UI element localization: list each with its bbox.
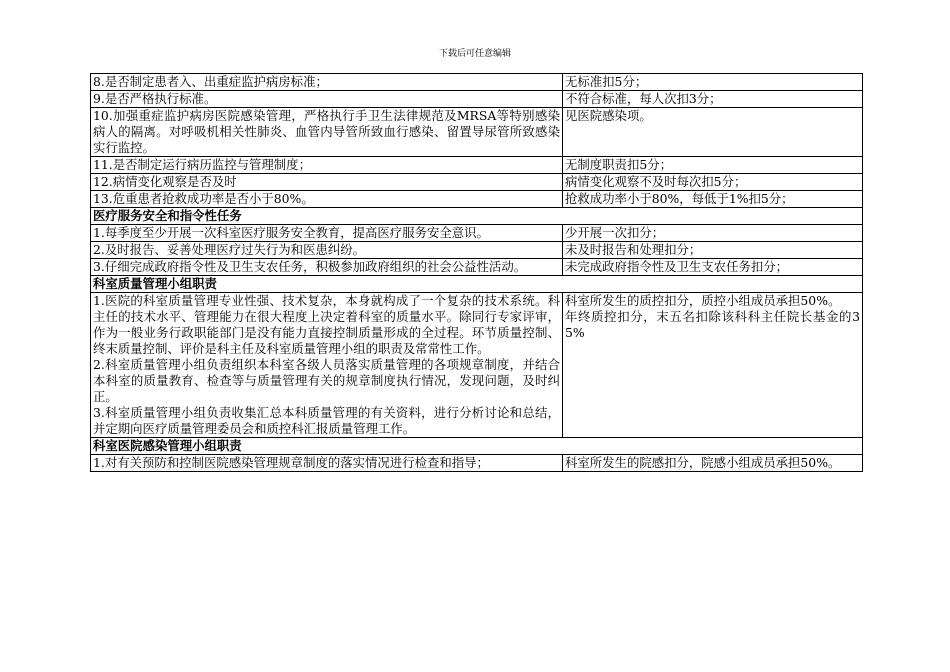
quality-paragraph-3: 3.科室质量管理小组负责收集汇总本科质量管理的有关资料，进行分析讨论和总结，并定期向医疗质量管理委员会和质控科汇报质量管理工作。 — [93, 405, 560, 436]
table-row — [91, 293, 863, 438]
section-row — [91, 276, 863, 293]
item-cell: 13.危重患者抢救成功率是否小于80%。 — [91, 191, 563, 208]
quality-paragraph-2: 2.科室质量管理小组负责组织本科室各级人员落实质量管理的各项规章制度，并结合本科室的质量教育、检查等与质量管理有关的规章制度执行情况，发现问题，及时纠正。 — [93, 357, 560, 404]
item-cell: 1.对有关预防和控制医院感染管理规章制度的落实情况进行检查和指导； — [91, 455, 563, 472]
score-cell: 无制度职责扣5分； — [563, 157, 863, 174]
section-title-quality: 科室质量管理小组职责 — [91, 276, 863, 293]
item-cell: 9.是否严格执行标准。 — [91, 91, 563, 108]
section-row — [91, 438, 863, 455]
header-note: 下载后可任意编辑 — [438, 49, 511, 59]
item-cell: 1.每季度至少开展一次科室医疗服务安全教育，提高医疗服务安全意识。 — [91, 225, 563, 242]
table-row — [91, 74, 863, 91]
score-cell: 无标准扣5分； — [563, 74, 863, 91]
item-cell — [91, 293, 563, 438]
quality-score-1: 科室所发生的质控扣分，质控小组成员承担50%。 — [565, 293, 841, 308]
item-cell: 3.仔细完成政府指令性及卫生支农任务，积极参加政府组织的社会公益性活动。 — [91, 259, 563, 276]
section-title-infection: 科室医院感染管理小组职责 — [91, 438, 863, 455]
table-row — [91, 157, 863, 174]
table-row — [91, 174, 863, 191]
score-cell: 不符合标准，每人次扣3分； — [563, 91, 863, 108]
table-row — [91, 242, 863, 259]
item-cell: 8.是否制定患者入、出重症监护病房标准； — [91, 74, 563, 91]
table-row — [91, 455, 863, 472]
table-row — [91, 225, 863, 242]
section-title-safety: 医疗服务安全和指令性任务 — [91, 208, 863, 225]
item-cell: 10.加强重症监护病房医院感染管理，严格执行手卫生法律规范及MRSA等特别感染病人的隔离。对呼吸机相关性肺炎、血管内导管所致血行感染、留置导尿管所致感染实行监控。 — [91, 108, 563, 157]
table-row — [91, 259, 863, 276]
score-cell: 见医院感染项。 — [563, 108, 863, 157]
score-cell — [563, 293, 863, 438]
table-row — [91, 91, 863, 108]
quality-score-2: 年终质控扣分，末五名扣除该科科主任院长基金的35% — [565, 309, 860, 340]
quality-paragraph-1: 1.医院的科室质量管理专业性强、技术复杂，本身就构成了一个复杂的技术系统。科主任的技术水平、管理能力在很大程度上决定着科室的质量水平。除同行专家评审，作为一般业务行政职能部门是没有能力直接控制质量形成的全过程。环节质量控制、终末质量控制、评价是科主任及科室质量管理小组的职责及常常性工作。 — [93, 293, 560, 356]
score-cell: 未完成政府指令性及卫生支农任务扣分； — [563, 259, 863, 276]
score-cell: 科室所发生的院感扣分，院感小组成员承担50%。 — [563, 455, 863, 472]
section-row — [91, 208, 863, 225]
item-cell: 12.病情变化观察是否及时 — [91, 174, 563, 191]
table-row — [91, 108, 863, 157]
assessment-table — [90, 73, 863, 472]
item-cell: 11.是否制定运行病历监控与管理制度； — [91, 157, 563, 174]
score-cell: 少开展一次扣分； — [563, 225, 863, 242]
score-cell: 抢救成功率小于80%，每低于1%扣5分； — [563, 191, 863, 208]
score-cell: 病情变化观察不及时每次扣5分； — [563, 174, 863, 191]
score-cell: 未及时报告和处理扣分； — [563, 242, 863, 259]
table-row — [91, 191, 863, 208]
item-cell: 2.及时报告、妥善处理医疗过失行为和医患纠纷。 — [91, 242, 563, 259]
